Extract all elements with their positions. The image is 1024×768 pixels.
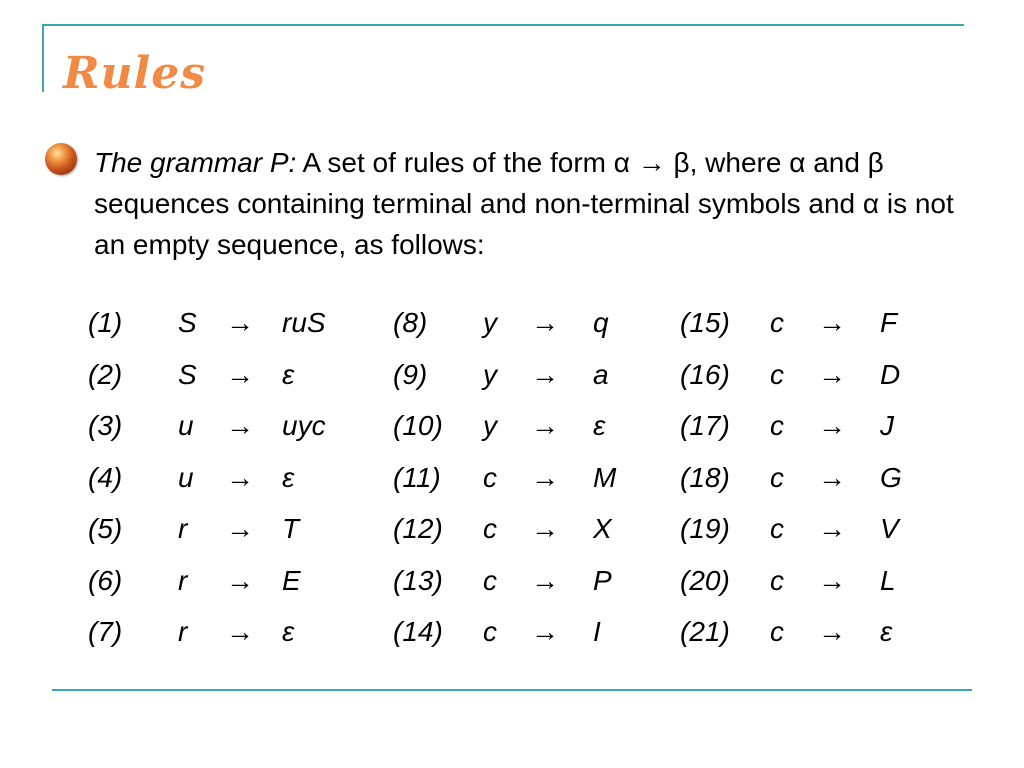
rule-rhs: ruS (282, 307, 326, 338)
rule-num: (17) (680, 410, 730, 441)
rule-rhs: ε (282, 616, 295, 647)
rule-num: (13) (393, 564, 443, 596)
rule-rhs: uyc (282, 410, 326, 441)
rule-arrow: → (818, 410, 846, 441)
slide-title: Rules (63, 48, 207, 99)
rule-arrow: → (226, 307, 254, 338)
rule-lhs: S (178, 307, 197, 338)
rule-lhs: c (770, 513, 784, 544)
rule-rhs: X (593, 513, 612, 544)
rule-num: (4) (88, 461, 123, 493)
rule-lhs: c (770, 307, 784, 338)
rule-arrow: → (818, 358, 846, 390)
rule-arrow: → (818, 461, 846, 493)
rule-num: (10) (393, 410, 443, 441)
orange-sphere-bullet-icon (45, 143, 77, 175)
rule-num: (8) (393, 307, 428, 338)
rule-num: (14) (393, 616, 443, 647)
rule-num: (6) (88, 564, 123, 596)
rule-rhs: M (593, 461, 617, 493)
rule-lhs: S (178, 358, 197, 390)
rule-num: (12) (393, 513, 443, 544)
rule-lhs: y (483, 307, 497, 338)
rule-arrow: → (818, 307, 846, 338)
rule-rhs: P (593, 564, 612, 596)
rule-num: (18) (680, 461, 730, 493)
intro-lead: The grammar P: (94, 147, 297, 178)
rule-num: (16) (680, 358, 730, 390)
rule-lhs: c (483, 616, 497, 647)
rule-lhs: c (770, 410, 784, 441)
rule-rhs: ε (880, 616, 893, 647)
rule-num: (7) (88, 616, 123, 647)
rule-num: (5) (88, 513, 123, 544)
rule-arrow: → (818, 564, 846, 596)
rule-lhs: r (178, 616, 188, 647)
rule-num: (11) (393, 461, 441, 493)
rule-rhs: I (593, 616, 601, 647)
rule-rhs: F (880, 307, 898, 338)
rule-rhs: ε (593, 410, 606, 441)
rule-rhs: V (880, 513, 899, 544)
rule-arrow: → (531, 461, 559, 493)
rule-num: (3) (88, 410, 123, 441)
rule-lhs: r (178, 513, 188, 544)
rule-num: (20) (680, 564, 730, 596)
rule-lhs: u (178, 461, 194, 493)
rule-arrow: → (531, 616, 559, 647)
rule-rhs: ε (282, 461, 295, 493)
rule-arrow: → (531, 307, 559, 338)
rule-rhs: D (880, 358, 901, 390)
frame-top-rule (42, 24, 964, 26)
rule-arrow: → (531, 513, 559, 544)
rule-lhs: u (178, 410, 194, 441)
rule-arrow: → (226, 410, 254, 441)
rule-rhs: L (880, 564, 896, 596)
rule-arrow: → (531, 410, 559, 441)
rule-lhs: c (483, 461, 497, 493)
rule-lhs: r (178, 564, 188, 596)
rule-rhs: a (593, 358, 609, 390)
rule-arrow: → (226, 564, 254, 596)
rule-lhs: c (483, 513, 497, 544)
rule-rhs: G (880, 461, 902, 493)
rule-num: (9) (393, 358, 428, 390)
rule-num: (19) (680, 513, 730, 544)
rule-lhs: c (483, 564, 497, 596)
rule-rhs: ε (282, 358, 295, 390)
rule-arrow: → (818, 513, 846, 544)
rule-arrow: → (226, 358, 254, 390)
rule-lhs: c (770, 461, 784, 493)
rule-arrow: → (226, 461, 254, 493)
rule-lhs: y (483, 410, 497, 441)
rule-rhs: J (880, 410, 894, 441)
rule-arrow: → (226, 616, 254, 647)
rule-lhs: c (770, 564, 784, 596)
rule-lhs: c (770, 358, 784, 390)
rule-arrow: → (531, 358, 559, 390)
rule-rhs: q (593, 307, 609, 338)
rule-arrow: → (226, 513, 254, 544)
rule-num: (15) (680, 307, 730, 338)
rule-lhs: c (770, 616, 784, 647)
rule-arrow: → (531, 564, 559, 596)
rule-lhs: y (483, 358, 497, 390)
rule-rhs: E (282, 564, 301, 596)
rule-rhs: T (282, 513, 300, 544)
rule-num: (2) (88, 358, 123, 390)
intro-paragraph (94, 142, 974, 265)
intro-body: A set of rules of the form α → β, where α and β sequences containing terminal and non-terminal symbols and α is not an empty sequence, as follows: (94, 147, 954, 260)
rule-num: (21) (680, 616, 730, 647)
rule-arrow: → (818, 616, 846, 647)
frame-bottom-rule (52, 689, 972, 691)
frame-left-rule (42, 24, 44, 92)
rule-num: (1) (88, 307, 123, 338)
